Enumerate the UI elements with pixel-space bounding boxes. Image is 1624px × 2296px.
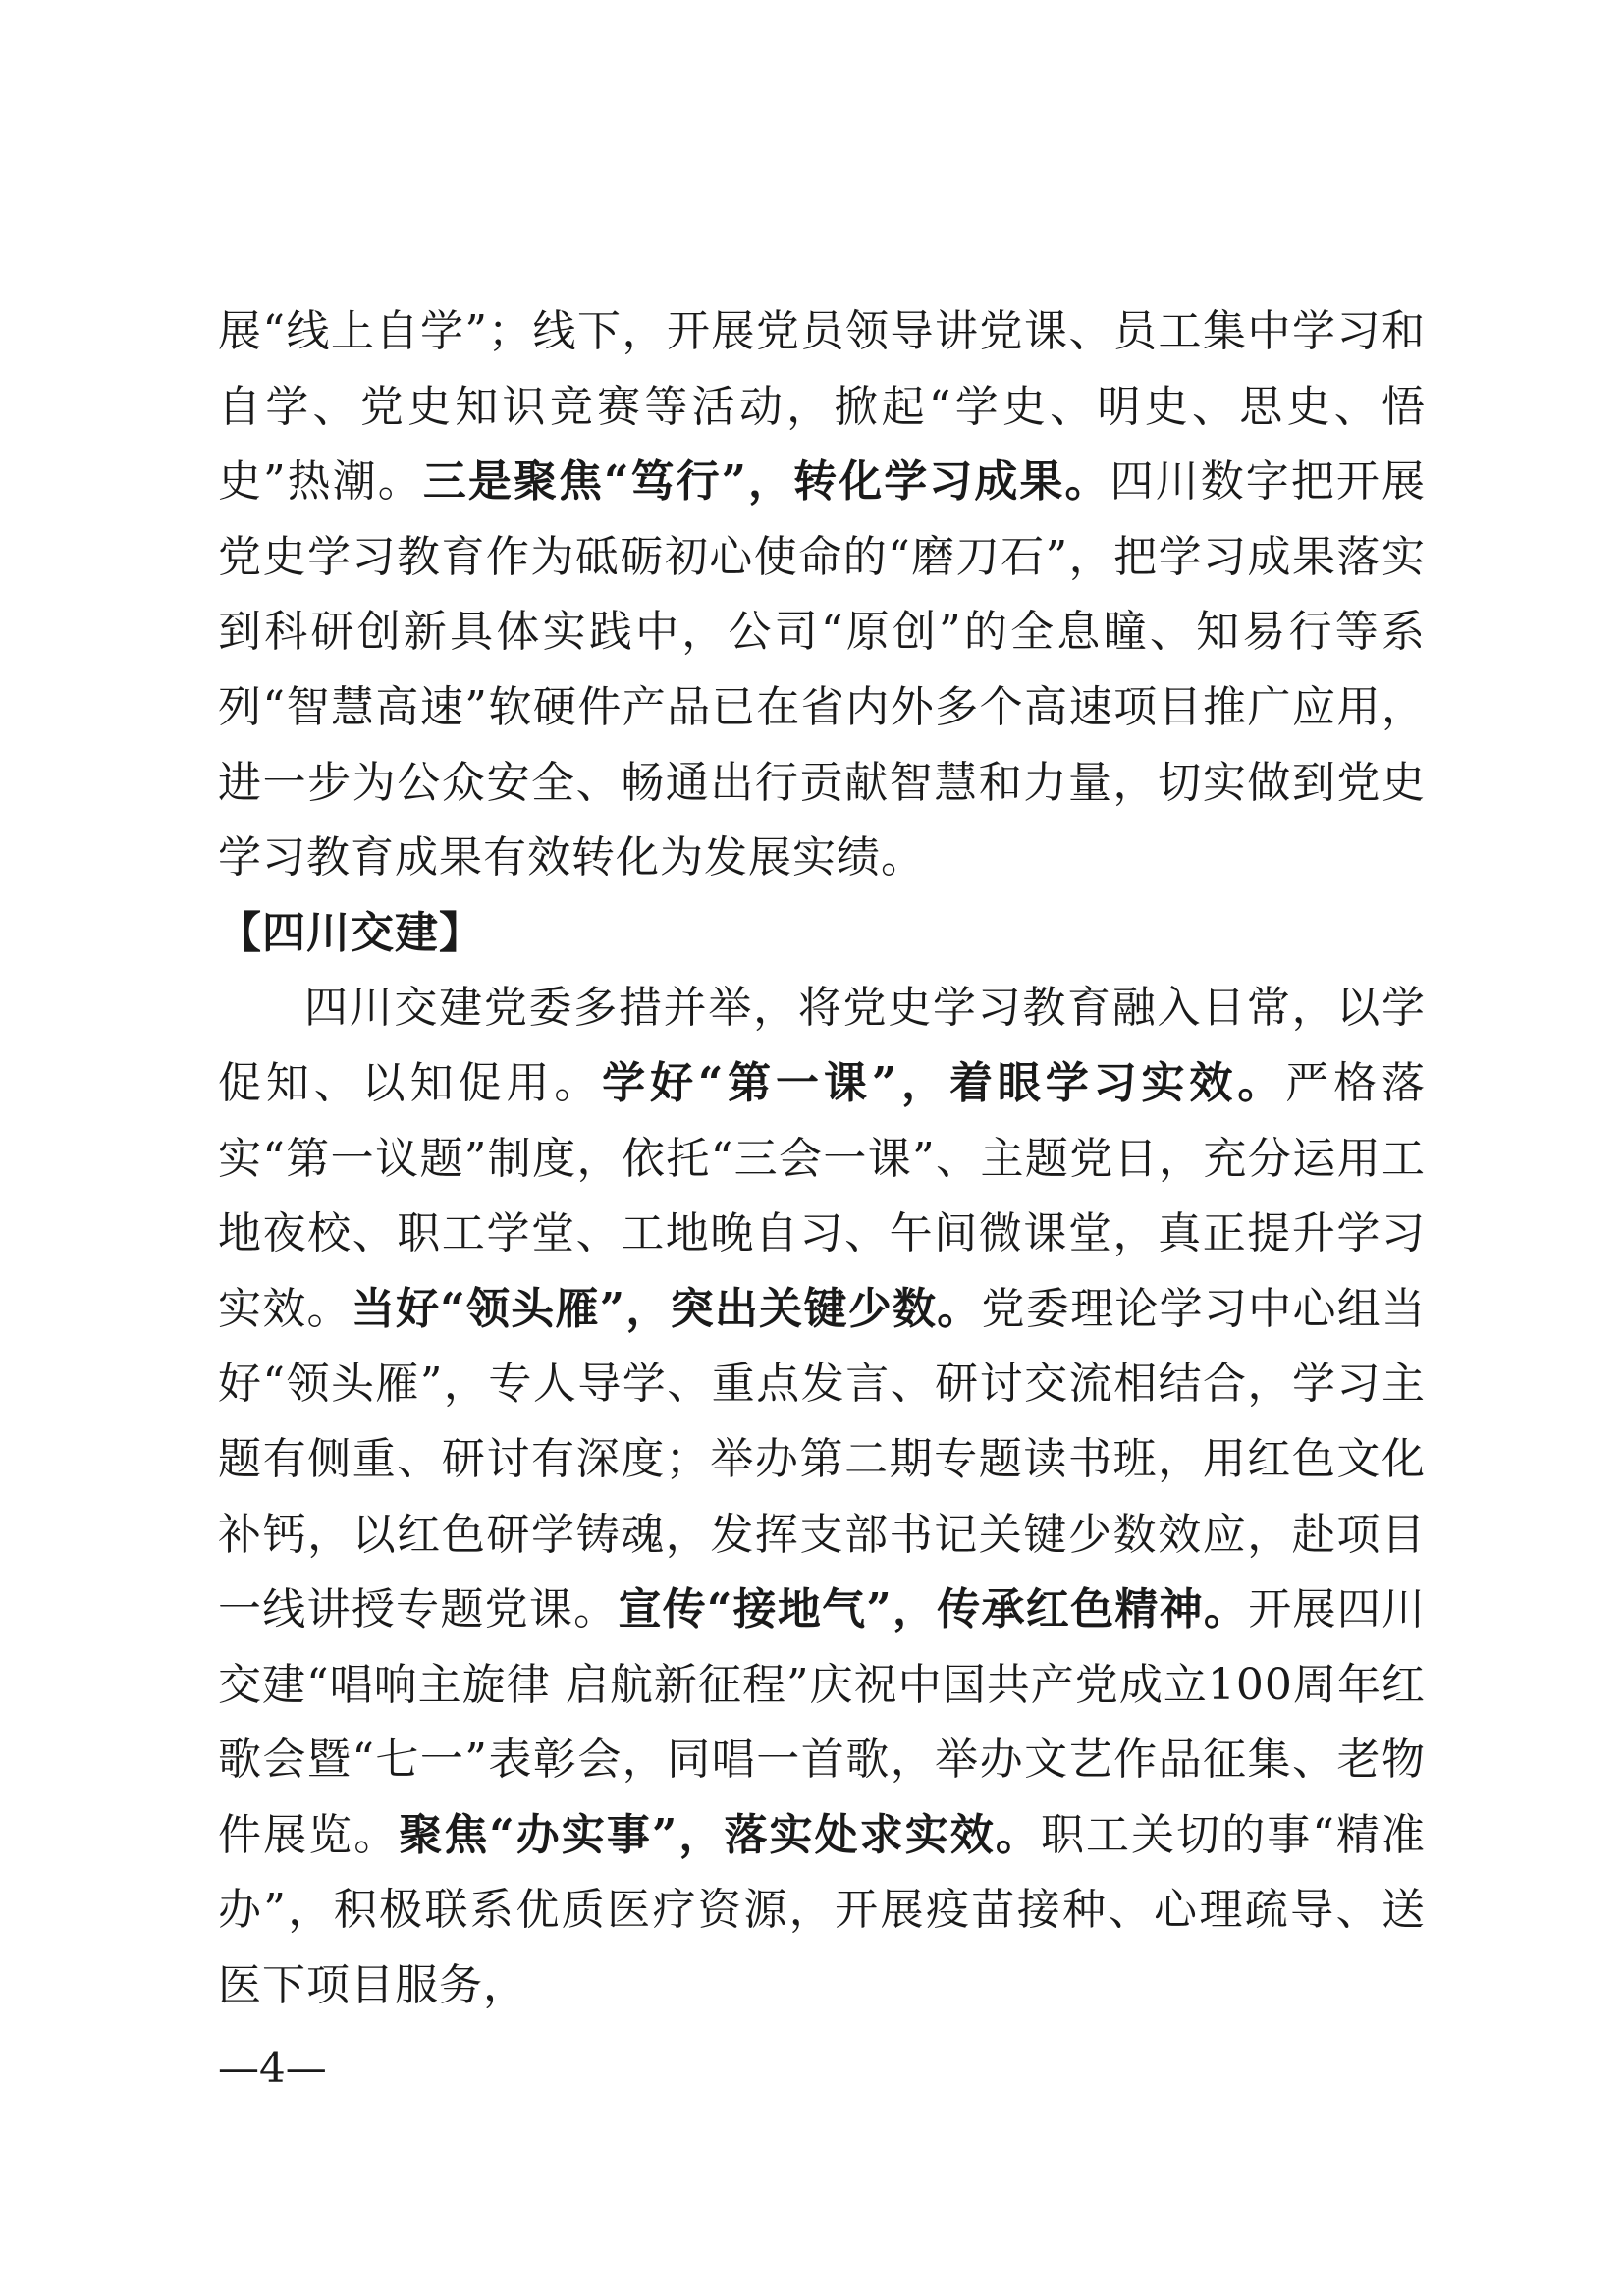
- page-number: —4—: [218, 2044, 327, 2092]
- paragraph-2-bold-3: 宣传“接地气”，传承红色精神。: [618, 1584, 1249, 1635]
- paragraph-2-bold-4: 聚焦“办实事”，落实处求实效。: [399, 1809, 1041, 1860]
- paragraph-2-text-4: 开展四川交建“唱响主旋律 启航新征程”庆祝中国共产党成立100周年红歌会暨“七一”表彰会，同唱一首歌，举办文艺作品征集、老物件展览。: [218, 1584, 1427, 1860]
- paragraph-2: [218, 971, 1426, 2023]
- paragraph-2-text-1: 四川交建党委多措并举，将党史学习教育融入日常，以学促知、以知促用。: [218, 983, 1426, 1108]
- paragraph-2-bold-1: 学好“第一课”，着眼学习实效。: [602, 1057, 1286, 1108]
- body-text: [218, 294, 1426, 2024]
- paragraph-2-text-3: 党委理论学习中心组当好“领头雁”，专人导学、重点发言、研讨交流相结合，学习主题有侧重、研讨有深度；举办第二期专题读书班，用红色文化补钙，以红色研学铸魂，发挥支部书记关键少数效应，赴项目一线讲授专题党课。: [218, 1283, 1427, 1635]
- section-heading: 【四川交建】: [218, 907, 483, 958]
- paragraph-1: [218, 294, 1426, 896]
- paragraph-2-bold-2: 当好“领头雁”，突出关键少数。: [351, 1283, 982, 1334]
- paragraph-1-bold-1: 三是聚焦“笃行”，转化学习成果。: [422, 456, 1110, 507]
- paragraph-2-text-5: 职工关切的事“精准办”，积极联系优质医疗资源，开展疫苗接种、心理疏导、送医下项目服务，: [218, 1809, 1427, 2011]
- paragraph-2-text-2: 严格落实“第一议题”制度，依托“三会一课”、主题党日，充分运用工地夜校、职工学堂、工地晚自习、午间微课堂，真正提升学习实效。: [218, 1057, 1427, 1334]
- paragraph-1-text-2: 四川数字把开展党史学习教育作为砥砺初心使命的“磨刀石”，把学习成果落实到科研创新具体实践中，公司“原创”的全息瞳、知易行等系列“智慧高速”软硬件产品已在省内外多个高速项目推广应用，进一步为公众安全、畅通出行贡献智慧和力量，切实做到党史学习教育成果有效转化为发展实绩。: [218, 456, 1426, 883]
- paragraph-1-text-1: 展“线上自学”；线下，开展党员领导讲党课、员工集中学习和自学、党史知识竞赛等活动，掀起“学史、明史、思史、悟史”热潮。: [218, 306, 1426, 507]
